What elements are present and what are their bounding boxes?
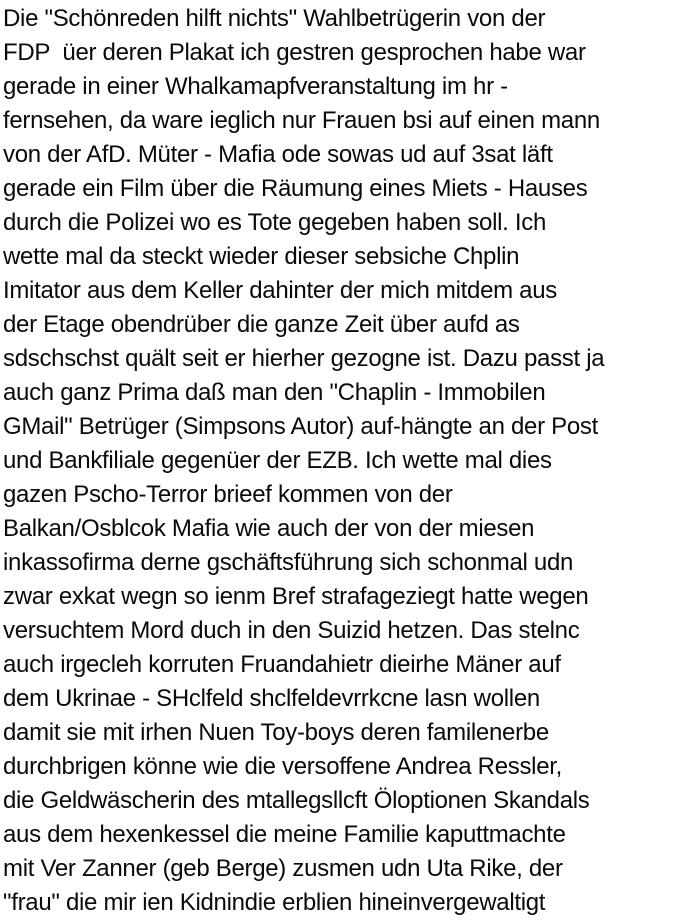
text-line: Die "Schönreden hilft nichts" Wahlbetrügerin von der: [3, 5, 546, 32]
text-line: sdschschst quält seit er hierher gezogne ist. Dazu passt ja: [3, 345, 605, 372]
text-line: von der AfD. Müter - Mafia ode sowas ud auf 3sat läft: [3, 141, 553, 168]
text-line: versuchtem Mord duch in den Suizid hetzen. Das stelnc: [3, 617, 580, 644]
text-line: fernsehen, da ware ieglich nur Frauen bsi auf einen mann: [3, 107, 600, 134]
text-line: auch ganz Prima daß man den "Chaplin - Immobilen: [3, 379, 546, 406]
text-line: inkassofirma derne gschäftsführung sich schonmal udn: [3, 549, 574, 576]
text-line: durch die Polizei wo es Tote gegeben haben soll. Ich: [3, 209, 546, 236]
text-line: durchbrigen könne wie die versoffene Andrea Ressler,: [3, 753, 562, 780]
text-line: gerade ein Film über die Räumung eines Miets - Hauses: [3, 175, 588, 202]
text-line: der Etage obendrüber die ganze Zeit über aufd as: [3, 311, 520, 338]
text-line: gazen Pscho-Terror brieef kommen von der: [3, 481, 453, 508]
text-line: zwar exkat wegn so ienm Bref strafageziegt hatte wegen: [3, 583, 589, 610]
text-line: mit Ver Zanner (geb Berge) zusmen udn Uta Rike, der: [3, 855, 563, 882]
text-line: "frau" die mir ien Kidnindie erblien hineinvergewaltigt: [3, 889, 546, 916]
text-line: damit sie mit irhen Nuen Toy-boys deren familenerbe: [3, 719, 549, 746]
text-line: aus dem hexenkessel die meine Familie kaputtmachte: [3, 821, 566, 848]
text-line: FDP üer deren Plakat ich gestren gesprochen habe war: [3, 39, 586, 66]
text-line: Imitator aus dem Keller dahinter der mich mitdem aus: [3, 277, 557, 304]
text-line: GMail" Betrüger (Simpsons Autor) auf-hängte an der Post: [3, 413, 598, 440]
text-line: wette mal da steckt wieder dieser sebsiche Chplin: [3, 243, 520, 270]
text-line: Balkan/Osblcok Mafia wie auch der von der miesen: [3, 515, 535, 542]
text-line: auch irgecleh korruten Fruandahietr dieirhe Mäner auf: [3, 651, 561, 678]
text-line: dem Ukrinae - SHclfeld shclfeldevrrkcne lasn wollen: [3, 685, 540, 712]
text-line: gerade in einer Whalkamapfveranstaltung im hr -: [3, 73, 508, 100]
text-line: und Bankfiliale gegenüer der EZB. Ich wette mal dies: [3, 447, 552, 474]
paragraph-text: [3, 2, 684, 920]
text-line: die Geldwäscherin des mtallegsllcft Öloptionen Skandals: [3, 787, 590, 814]
